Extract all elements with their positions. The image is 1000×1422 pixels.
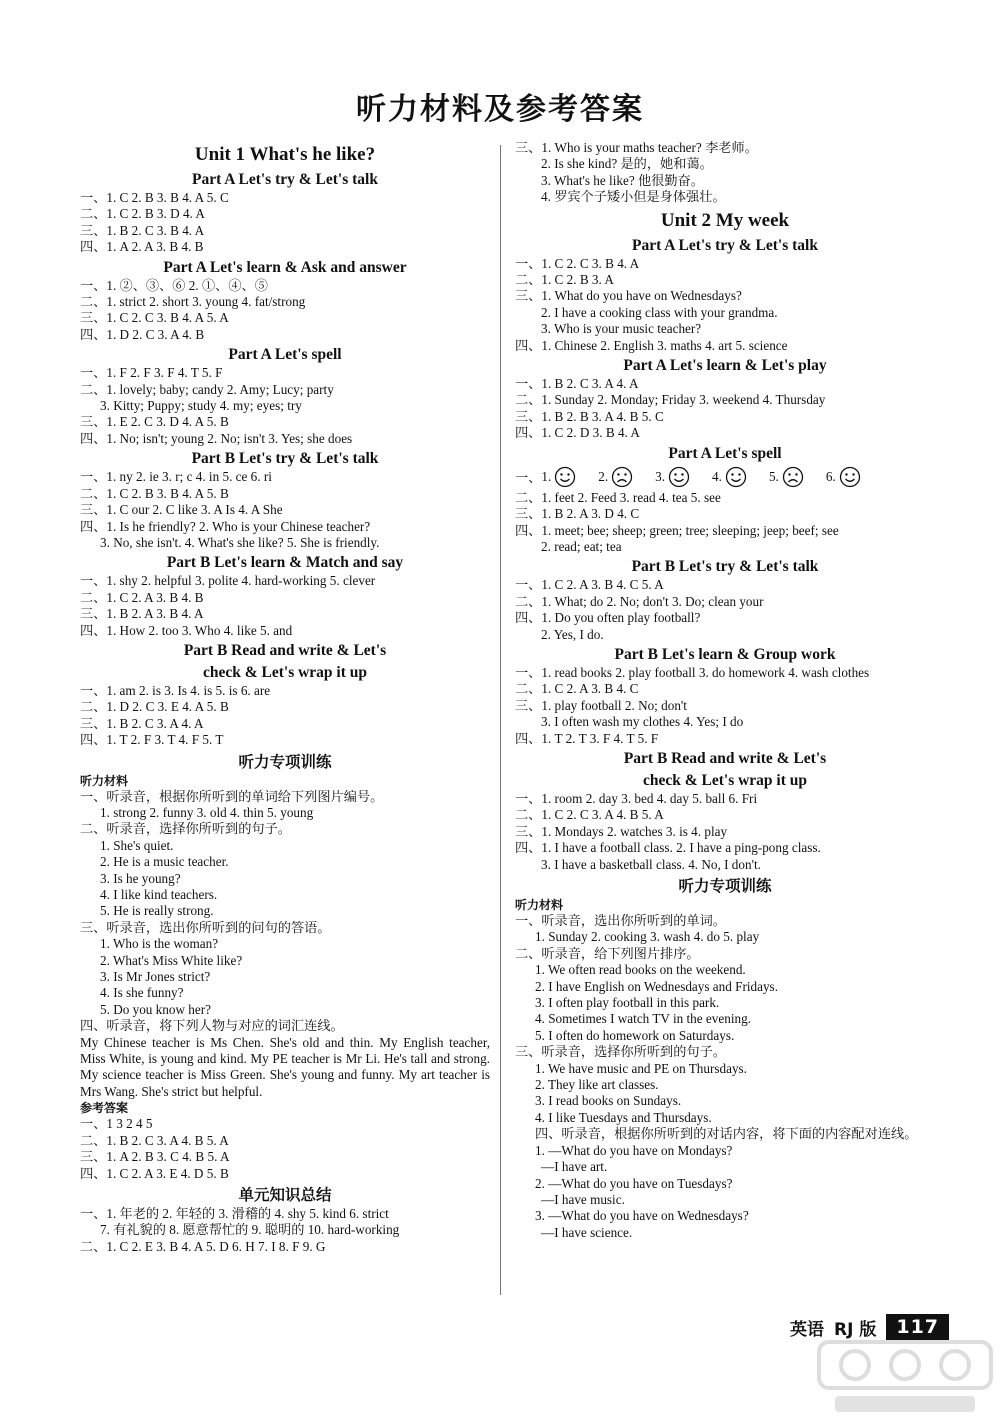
answer-line: 一、1. ny 2. ie 3. r; c 4. in 5. ce 6. ri — [80, 469, 272, 485]
subsection-label: 参考答案 — [80, 1101, 129, 1116]
face-answer — [826, 466, 861, 488]
answer-line: 4. Sometimes I watch TV in the evening. — [535, 1011, 751, 1027]
face-answer-number: 6. — [825, 468, 836, 484]
answer-line: 三、听录音，选出你所听到的问句的答语。 — [80, 919, 331, 935]
answer-line: 二、1. strict 2. short 3. young 4. fat/strong — [80, 294, 306, 310]
answer-line: 1. Sunday 2. cooking 3. wash 4. do 5. play — [535, 929, 760, 945]
happy-face-icon — [725, 466, 747, 488]
face-answer — [769, 466, 804, 488]
answer-line: 3. I read books on Sundays. — [535, 1093, 682, 1109]
happy-face-icon — [839, 466, 861, 488]
answer-line: 一、1. ②、③、⑥ 2. ①、④、⑤ — [80, 277, 268, 293]
part-heading: Part A Let's try & Let's talk — [192, 171, 378, 188]
part-heading: check & Let's wrap it up — [642, 771, 808, 789]
face-answer — [541, 466, 576, 488]
sad-face-icon — [611, 466, 633, 488]
column-divider — [500, 145, 501, 1295]
answer-line: 三、1. Mondays 2. watches 3. is 4. play — [515, 823, 728, 839]
face-answer-number: 1. — [541, 468, 552, 484]
subsection-label: 听力材料 — [80, 773, 129, 788]
answer-line: 四、听录音，将下列人物与对应的词汇连线。 — [80, 1018, 344, 1034]
answer-line: 3. Who is your music teacher? — [541, 321, 702, 337]
answer-line: 一、1. shy 2. helpful 3. polite 4. hard-working 5. clever — [80, 573, 376, 589]
answer-line: 三、1. A 2. B 3. C 4. B 5. A — [80, 1149, 230, 1165]
answer-line: 四、1. Do you often play football? — [515, 610, 701, 626]
unit-heading: Unit 2 My week — [660, 209, 790, 231]
answer-line: 四、1. D 2. C 3. A 4. B — [80, 326, 205, 342]
answer-line: 5. Do you know her? — [100, 1001, 211, 1017]
part-heading: Part A Let's try & Let's talk — [632, 236, 818, 254]
face-answer — [655, 466, 690, 488]
watermark-logo — [815, 1338, 995, 1418]
answer-line: 二、1. D 2. C 3. E 4. A 5. B — [80, 699, 229, 715]
answer-line: 4. Is she funny? — [100, 985, 184, 1001]
section-heading: 单元知识总结 — [238, 1185, 332, 1204]
answer-line: 2. They like art classes. — [535, 1077, 659, 1093]
answer-line: 一、1. read books 2. play football 3. do homework 4. wash clothes — [515, 664, 870, 680]
answer-line: 二、听录音，给下列图片排序。 — [515, 945, 700, 961]
answer-line: 四、听录音，根据你所听到的对话内容，将下面的内容配对连线。 — [535, 1126, 918, 1142]
answer-line: 1. strong 2. funny 3. old 4. thin 5. young — [100, 804, 314, 820]
right-column — [515, 140, 935, 1241]
answer-line: 3. What's he like? 他很勤奋。 — [541, 172, 704, 188]
face-answer — [598, 466, 633, 488]
answer-line: 一、1. am 2. is 3. Is 4. is 5. is 6. are — [80, 682, 271, 698]
answer-line: 4. 罗宾个子矮小但是身体强壮。 — [541, 189, 726, 205]
answer-line: 一、1. C 2. B 3. B 4. A 5. C — [80, 190, 229, 205]
answer-line: 四、1. How 2. too 3. Who 4. like 5. and — [80, 622, 293, 638]
subsection-label: 听力材料 — [515, 898, 564, 912]
left-column — [80, 140, 490, 1255]
answer-line: —I have music. — [541, 1191, 625, 1207]
answer-line: 1. We often read books on the weekend. — [535, 962, 746, 978]
answer-line: 2. read; eat; tea — [541, 538, 622, 554]
answer-line: 三、1. C our 2. C like 3. A Is 4. A She — [80, 502, 283, 518]
answer-line: 3. I often wash my clothes 4. Yes; I do — [541, 714, 744, 730]
answer-line: 二、1. C 2. B 3. A — [515, 272, 614, 288]
answer-line: 三、1. B 2. A 3. D 4. C — [515, 506, 640, 522]
footer-subject: 英语 — [790, 1319, 824, 1340]
passage-text: My Chinese teacher is Ms Chen. She's old and thin. My English teacher, Miss White, is young and kind. My PE teacher is Mr Li. He's tall and strong. My science teacher is Miss Green. She's young and funny. My art teacher is Mrs Wang. She's strict but helpful. — [80, 1034, 490, 1099]
answer-line: 2. —What do you have on Tuesdays? — [535, 1175, 733, 1191]
answer-line: 三、1. Who is your maths teacher? 李老师。 — [515, 140, 758, 155]
part-heading: Part B Read and write & Let's — [623, 749, 827, 767]
face-answer-number: 3. — [655, 468, 666, 484]
answer-line: 2. Is she kind? 是的，她和蔼。 — [541, 156, 713, 172]
row-prefix: 一、 — [515, 470, 542, 486]
answer-line: 三、1. What do you have on Wednesdays? — [515, 288, 742, 304]
answer-line: 四、1. A 2. A 3. B 4. B — [80, 239, 204, 255]
part-heading: Part A Let's spell — [668, 444, 782, 462]
answer-line: 三、1. B 2. C 3. A 4. A — [80, 715, 204, 731]
answer-line: 四、1. C 2. D 3. B 4. A — [515, 425, 640, 441]
answer-line: 3. No, she isn't. 4. What's she like? 5. She is friendly. — [100, 534, 380, 550]
answer-line: 二、1. Sunday 2. Monday; Friday 3. weekend 4. Thursday — [515, 392, 826, 408]
answer-line: —I have art. — [541, 1159, 608, 1175]
answer-line: 一、1. C 2. C 3. B 4. A — [515, 255, 640, 271]
page-number: 117 — [886, 1314, 949, 1340]
answer-line: 二、1. C 2. C 3. A 4. B 5. A — [515, 807, 664, 823]
answer-line: 二、1. C 2. B 3. D 4. A — [80, 206, 205, 222]
answer-line: 二、1. feet 2. Feed 3. read 4. tea 5. see — [515, 489, 721, 505]
page-footer — [790, 1314, 949, 1340]
answer-line: 一、1. F 2. F 3. F 4. T 5. F — [80, 365, 223, 381]
answer-line: 2. Yes, I do. — [541, 626, 604, 642]
answer-line: 三、1. B 2. B 3. A 4. B 5. C — [515, 408, 664, 424]
answer-line: 二、1. What; do 2. No; don't 3. Do; clean your — [515, 593, 764, 609]
answer-line: 5. He is really strong. — [100, 903, 214, 919]
answer-line: 三、1. play football 2. No; don't — [515, 697, 687, 713]
answer-line: 二、1. B 2. C 3. A 4. B 5. A — [80, 1132, 229, 1148]
face-answer-row — [515, 464, 935, 490]
part-heading: Part B Read and write & Let's — [183, 641, 387, 659]
answer-line: 三、1. C 2. C 3. B 4. A 5. A — [80, 310, 229, 326]
answer-line: 一、1. room 2. day 3. bed 4. day 5. ball 6. Fri — [515, 790, 758, 806]
answer-line: 一、1. B 2. C 3. A 4. A — [515, 376, 639, 392]
answer-line: 四、1. C 2. A 3. E 4. D 5. B — [80, 1165, 229, 1181]
answer-line: 三、1. E 2. C 3. D 4. A 5. B — [80, 414, 229, 430]
unit-heading: Unit 1 What's he like? — [194, 144, 376, 165]
answer-line: 1. —What do you have on Mondays? — [535, 1142, 733, 1158]
part-heading: Part B Let's try & Let's talk — [191, 450, 379, 468]
page-title: 听力材料及参考答案 — [356, 92, 644, 127]
answer-line: 四、1. T 2. F 3. T 4. F 5. T — [80, 732, 224, 748]
answer-line: 3. —What do you have on Wednesdays? — [535, 1208, 749, 1224]
footer-edition: RJ 版 — [834, 1319, 877, 1340]
face-answer-number: 4. — [712, 468, 722, 484]
part-heading: Part B Let's learn & Match and say — [166, 554, 404, 572]
answer-line: 2. I have a cooking class with your grandma. — [541, 304, 778, 320]
answer-line: 二、1. lovely; baby; candy 2. Amy; Lucy; party — [80, 381, 334, 397]
answer-line: 1. She's quiet. — [100, 837, 174, 853]
answer-line: 7. 有礼貌的 8. 愿意帮忙的 9. 聪明的 10. hard-working — [100, 1222, 400, 1238]
answer-line: 3. I have a basketball class. 4. No, I don't. — [541, 856, 761, 872]
part-heading: Part A Let's learn & Let's play — [623, 357, 827, 375]
answer-line: 1. We have music and PE on Thursdays. — [535, 1060, 747, 1076]
answer-line: 5. I often do homework on Saturdays. — [535, 1027, 735, 1043]
part-heading: check & Let's wrap it up — [202, 663, 368, 681]
answer-line: —I have science. — [541, 1224, 633, 1240]
answer-line: 4. I like kind teachers. — [100, 887, 218, 902]
answer-line: 二、1. C 2. E 3. B 4. A 5. D 6. H 7. I 8. F 9. G — [80, 1238, 326, 1254]
answer-line: 一、1. C 2. A 3. B 4. C 5. A — [515, 577, 664, 593]
answer-line: 二、1. C 2. B 3. B 4. A 5. B — [80, 485, 229, 501]
face-answer-number: 2. — [598, 468, 609, 484]
part-heading: Part B Let's try & Let's talk — [631, 558, 819, 576]
answer-line: 2. I have English on Wednesdays and Fridays. — [535, 978, 778, 994]
answer-line: 一、1 3 2 4 5 — [80, 1116, 153, 1132]
answer-line: 4. I like Tuesdays and Thursdays. — [535, 1109, 712, 1125]
answer-line: 四、1. No; isn't; young 2. No; isn't 3. Yes; she does — [80, 430, 353, 446]
face-answer-number: 5. — [768, 468, 779, 484]
answer-line: 四、1. meet; bee; sheep; green; tree; sleeping; jeep; beef; see — [515, 522, 839, 538]
part-heading: Part B Let's learn & Group work — [614, 645, 836, 663]
answer-line: 3. I often play football in this park. — [535, 995, 720, 1011]
section-heading: 听力专项训练 — [238, 752, 332, 771]
answer-line: 四、1. Is he friendly? 2. Who is your Chinese teacher? — [80, 518, 371, 534]
answer-line: 四、1. I have a football class. 2. I have a ping-pong class. — [515, 840, 821, 856]
answer-line: 一、听录音，选出你所听到的单词。 — [515, 913, 726, 928]
answer-line: 3. Is he young? — [100, 870, 181, 886]
face-answer — [712, 466, 747, 488]
answer-line: 一、听录音，根据你所听到的单词给下列图片编号。 — [80, 788, 384, 804]
answer-line: 3. Kitty; Puppy; study 4. my; eyes; try — [100, 398, 302, 414]
answer-line: 四、1. Chinese 2. English 3. maths 4. art 5. science — [515, 337, 788, 353]
answer-line: 2. He is a music teacher. — [100, 854, 229, 870]
answer-line: 1. Who is the woman? — [100, 936, 219, 952]
happy-face-icon — [554, 466, 576, 488]
answer-line: 三、1. B 2. A 3. B 4. A — [80, 606, 204, 622]
part-heading: Part A Let's spell — [228, 346, 342, 364]
sad-face-icon — [782, 466, 804, 488]
answer-line: 三、听录音，选择你所听到的句子。 — [515, 1044, 726, 1060]
part-heading: Part A Let's learn & Ask and answer — [163, 258, 407, 276]
answer-line: 3. Is Mr Jones strict? — [100, 969, 211, 985]
happy-face-icon — [668, 466, 690, 488]
answer-line: 二、听录音，选择你所听到的句子。 — [80, 821, 291, 837]
answer-line: 二、1. C 2. A 3. B 4. B — [80, 589, 204, 605]
section-heading: 听力专项训练 — [678, 877, 772, 895]
answer-line: 三、1. B 2. C 3. B 4. A — [80, 222, 205, 238]
answer-line: 二、1. C 2. A 3. B 4. C — [515, 681, 639, 697]
answer-line: 2. What's Miss White like? — [100, 952, 243, 968]
answer-line: 一、1. 年老的 2. 年轻的 3. 滑稽的 4. shy 5. kind 6. strict — [80, 1205, 389, 1221]
answer-line: 四、1. T 2. T 3. F 4. T 5. F — [515, 730, 659, 746]
